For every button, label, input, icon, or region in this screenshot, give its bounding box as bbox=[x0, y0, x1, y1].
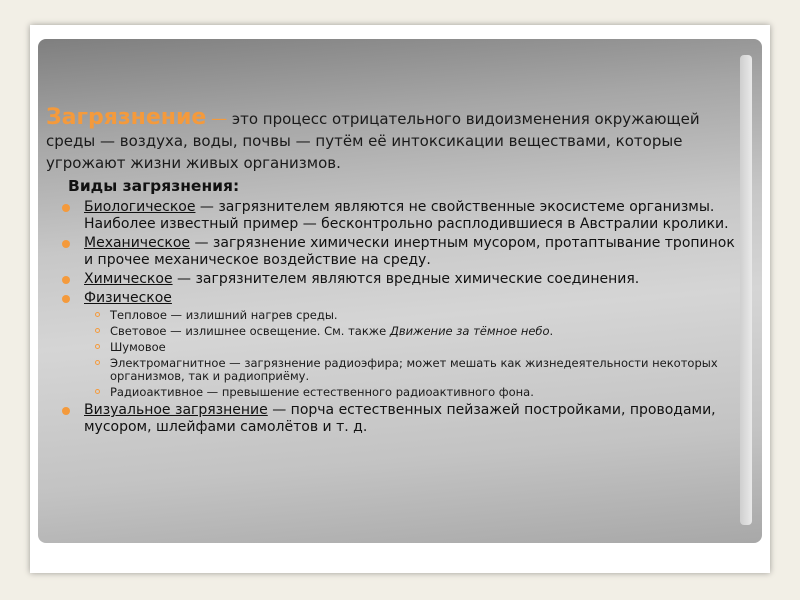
sub-item-light bbox=[84, 325, 742, 338]
sub-item-text: Радиоактивное — превышение естественного радиоактивного фона. bbox=[110, 385, 534, 399]
bullet-icon bbox=[62, 276, 70, 284]
item-text-visual: — порча естественных пейзажей постройками, проводами, мусором, шлейфами самолётов и т. д. bbox=[84, 402, 716, 435]
bullet-icon bbox=[62, 240, 70, 248]
sub-bullet-icon bbox=[95, 360, 100, 365]
list-item-chemical bbox=[62, 271, 742, 288]
item-link-mechanical[interactable]: Механическое bbox=[84, 235, 191, 251]
sub-bullet-icon bbox=[95, 312, 100, 317]
sub-bullet-icon bbox=[95, 344, 100, 349]
list-item-visual bbox=[62, 402, 742, 436]
physical-subtypes-list bbox=[84, 309, 742, 399]
sub-item-text: Световое — излишнее освещение. См. также bbox=[110, 324, 390, 338]
title-definition: это процесс отрицательного видоизменения окружающей среды — воздуха, воды, почвы — путём её интоксикации веществами, которые угрожают жизни живых организмов. bbox=[46, 110, 700, 172]
item-text-chemical: — загрязнителем являются вредные химические соединения. bbox=[172, 271, 640, 287]
list-item-mechanical bbox=[62, 235, 742, 269]
item-link-chemical[interactable]: Химическое bbox=[84, 271, 173, 287]
slide-title bbox=[46, 107, 726, 174]
item-link-physical[interactable]: Физическое bbox=[84, 290, 172, 306]
item-link-biological[interactable]: Биологическое bbox=[84, 199, 196, 215]
list-item-biological bbox=[62, 199, 742, 233]
title-dash: — bbox=[211, 109, 228, 128]
sub-item-thermal bbox=[84, 309, 742, 322]
slide-frame bbox=[30, 25, 770, 573]
title-term: Загрязнение bbox=[46, 105, 207, 130]
bullet-icon bbox=[62, 295, 70, 303]
sub-item-tail: . bbox=[549, 324, 554, 338]
item-text-mechanical: — загрязнение химически инертным мусором, протаптывание тропинок и прочее механическое воздействие на среду. bbox=[84, 235, 735, 268]
sub-item-text: Электромагнитное — загрязнение радиоэфира; может мешать как жизнедеятельности некоторых организмов, так и радиоприёму. bbox=[110, 356, 718, 383]
sub-item-noise bbox=[84, 341, 742, 354]
types-heading: Виды загрязнения: bbox=[68, 177, 240, 195]
item-link-visual[interactable]: Визуальное загрязнение bbox=[84, 402, 268, 418]
sub-item-link-dark-sky[interactable]: Движение за тёмное небо bbox=[389, 324, 550, 338]
sub-item-radioactive bbox=[84, 386, 742, 399]
sub-item-text: Тепловое — излишний нагрев среды. bbox=[110, 308, 338, 322]
sub-item-text: Шумовое bbox=[110, 340, 166, 354]
bullet-icon bbox=[62, 407, 70, 415]
sub-bullet-icon bbox=[95, 389, 100, 394]
pollution-types-list bbox=[62, 199, 742, 438]
item-text-biological: — загрязнителем являются не свойственные экосистеме организмы. Наиболее известный пример — бесконтрольно расплодившиеся в Австралии кролики. bbox=[84, 199, 729, 232]
bullet-icon bbox=[62, 204, 70, 212]
sub-bullet-icon bbox=[95, 328, 100, 333]
sub-item-electromagnetic bbox=[84, 357, 742, 383]
list-item-physical bbox=[62, 290, 742, 399]
